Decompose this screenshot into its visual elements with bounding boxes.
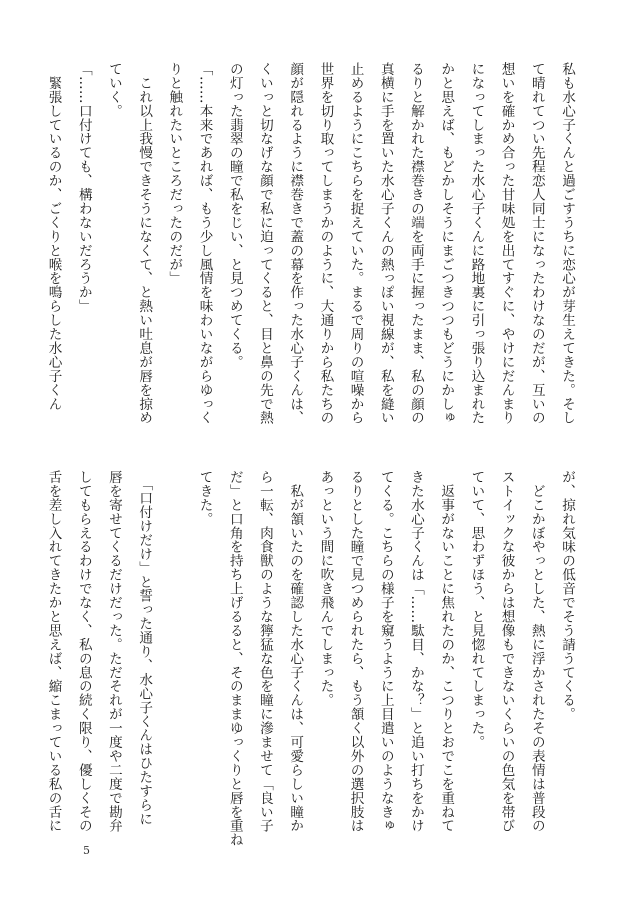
- text-line: 唇を寄せてくるだけだった。ただそれが一度や二度で勘弁: [105, 470, 122, 833]
- text-line: [159, 470, 189, 870]
- text-line: 緊張しているのか、ごくりと喉を鳴らした水心子くん: [45, 62, 62, 411]
- text-line: ら一転、肉食獣のような獰猛な色を瞳に滲ませて「良い子: [256, 470, 273, 833]
- text-line: ていて、思わずほう、と見惚れてしまった。: [468, 470, 485, 749]
- text-line: 「……口付けても、構わないだろうか」: [75, 62, 92, 314]
- text-line: ストイックな彼からは想像もできないくらいの色気を帯び: [498, 470, 515, 833]
- text-line: 私が頷いたのを確認した水心子くんは、可愛らしい瞳か: [287, 470, 304, 833]
- text-line: 世界を切り取ってしまうかのように、大通りから私たちの: [317, 62, 334, 425]
- text-line: 顔が隠れるように襟巻きで蓋の幕を作った水心子くんは、: [287, 62, 304, 425]
- text-line: るりと解かれた襟巻きの端を両手に握ったまま、私の顔の: [407, 62, 424, 425]
- text-line: の灯った翡翠の瞳で私をじい、と見つめてくる。: [226, 62, 243, 369]
- text-line: 想いを確かめ合った甘味処を出てすぐに、やけにだんまり: [498, 62, 515, 425]
- text-line: これ以上我慢できそうになくて、と熱い吐息が唇を掠め: [136, 62, 153, 425]
- text-line: 「口付けだけ」と誓った通り、水心子くんはひたすらに: [136, 470, 153, 826]
- text-line: かと思えば、もどかしそうにまごつきつつもどうにかしゅ: [438, 62, 455, 425]
- text-line: どこかぼやっとした、熱に浮かされたその表情は普段の: [528, 470, 545, 833]
- text-line: 舌を差し入れてきたかと思えば、縮こまっている私の舌に: [45, 470, 62, 833]
- text-block-lower: [38, 470, 582, 870]
- text-line: が、掠れ気味の低音でそう請うてくる。: [559, 470, 575, 722]
- page-number: 5: [83, 844, 90, 857]
- text-line: 真横に手を置いた水心子くんの熱っぽい視線が、私を縫い: [377, 62, 394, 425]
- text-line: ていく。: [105, 62, 122, 118]
- text-line: 止めるようにこちらを捉えていた。まるで周りの喧噪から: [347, 62, 364, 425]
- text-line: りと触れたいところだったのだが」: [166, 62, 183, 286]
- text-line: てくる。こちらの様子を窺うように上目遣いのようなきゅ: [377, 470, 394, 833]
- text-line: だ」と口角を持ち上げるると、そのままゆっくりと唇を重ね: [226, 470, 243, 847]
- text-line: るりとした瞳で見つめられたら、もう頷く以外の選択肢は: [347, 470, 364, 833]
- text-line: きた水心子くんは「……駄目、かな？」と追い打ちをかけ: [407, 470, 424, 833]
- text-block-upper: [38, 62, 582, 462]
- text-line: 「……本来であれば、もう少し風情を味わいながらゆっく: [196, 62, 213, 425]
- text-line: してもらえるわけでなく、私の息の続く限り、優しくその: [75, 470, 92, 833]
- text-line: 返事がないことに焦れたのか、こつりとおでこを重ねて: [438, 470, 455, 833]
- text-line: くいっと切なげな顔で私に迫ってくると、目と鼻の先で熱: [256, 62, 273, 425]
- text-line: て晴れてつい先程恋人同士になったわけなのだが、互いの: [528, 62, 545, 425]
- text-line: になってしまった水心子くんに路地裏に引っ張り込まれた: [468, 62, 485, 425]
- text-line: あっという間に吹き飛んでしまった。: [317, 470, 334, 708]
- text-line: 私も水心子くんと過ごすうちに恋心が芽生えてきた。そし: [559, 62, 575, 425]
- text-line: てきた。: [196, 470, 213, 526]
